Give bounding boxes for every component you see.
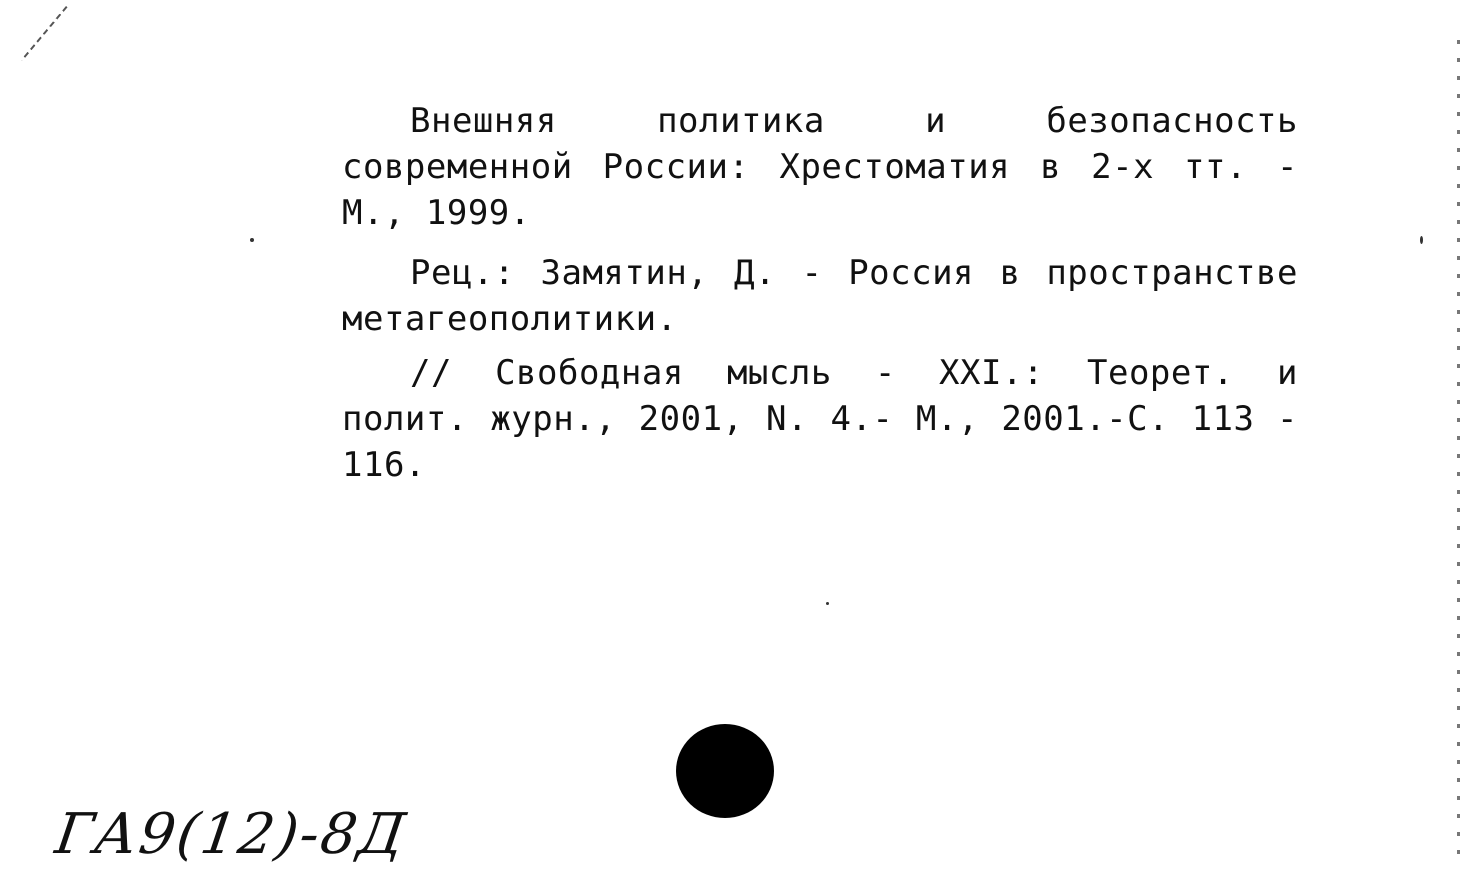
source-entry: [342, 350, 1298, 488]
word: Свободная: [495, 353, 684, 393]
word: Внешняя: [410, 101, 557, 141]
review-entry: [342, 250, 1298, 342]
title-line-1: [342, 98, 1298, 144]
word: политика: [657, 101, 825, 141]
word: пространстве: [1046, 253, 1298, 293]
word: России:: [602, 147, 750, 187]
dust-speck: [826, 602, 829, 605]
card-edge-perforation: [1457, 40, 1460, 860]
dust-speck: [1420, 236, 1423, 244]
source-line-2: [342, 396, 1298, 442]
word: и: [925, 101, 947, 141]
word: -: [801, 253, 823, 293]
card-punch-hole: [676, 724, 774, 818]
title-entry: [342, 98, 1298, 236]
dust-speck: [250, 238, 254, 242]
word: 2001.-С.: [1001, 399, 1170, 439]
source-line-3: 116.: [342, 445, 426, 485]
word: тт.: [1184, 147, 1247, 187]
word: полит.: [342, 399, 468, 439]
handwritten-shelf-mark: ГА9(12)-8Д: [51, 802, 411, 867]
word: 113: [1191, 399, 1255, 439]
word: журн.,: [490, 399, 617, 439]
word: Замятин,: [540, 253, 709, 293]
word: безопасность: [1046, 101, 1298, 141]
word: Рец.:: [410, 253, 515, 293]
word: XXI.:: [939, 353, 1044, 393]
review-line-1: [342, 250, 1298, 296]
review-line-2: метагеополитики.: [342, 299, 678, 339]
word: 2001,: [638, 399, 744, 439]
word: -: [1277, 399, 1298, 439]
title-line-3: М., 1999.: [342, 193, 531, 233]
word: //: [410, 353, 452, 393]
word: 2-х: [1091, 147, 1155, 187]
word: -: [874, 353, 896, 393]
word: Хрестоматия: [779, 147, 1011, 187]
word: и: [1276, 353, 1298, 393]
word: Теорет.: [1087, 353, 1234, 393]
word: Д.: [733, 253, 776, 293]
word: М.,: [915, 399, 979, 439]
word: мысль: [726, 353, 832, 393]
word: N.: [766, 399, 808, 439]
word: современной: [342, 147, 573, 187]
word: в: [1040, 147, 1062, 187]
word: в: [999, 253, 1021, 293]
word: 4.-: [830, 399, 894, 439]
word: -: [1276, 147, 1298, 187]
source-line-1: [342, 350, 1298, 396]
pencil-scratch: [21, 6, 68, 61]
word: Россия: [848, 253, 975, 293]
title-line-2: [342, 144, 1298, 190]
